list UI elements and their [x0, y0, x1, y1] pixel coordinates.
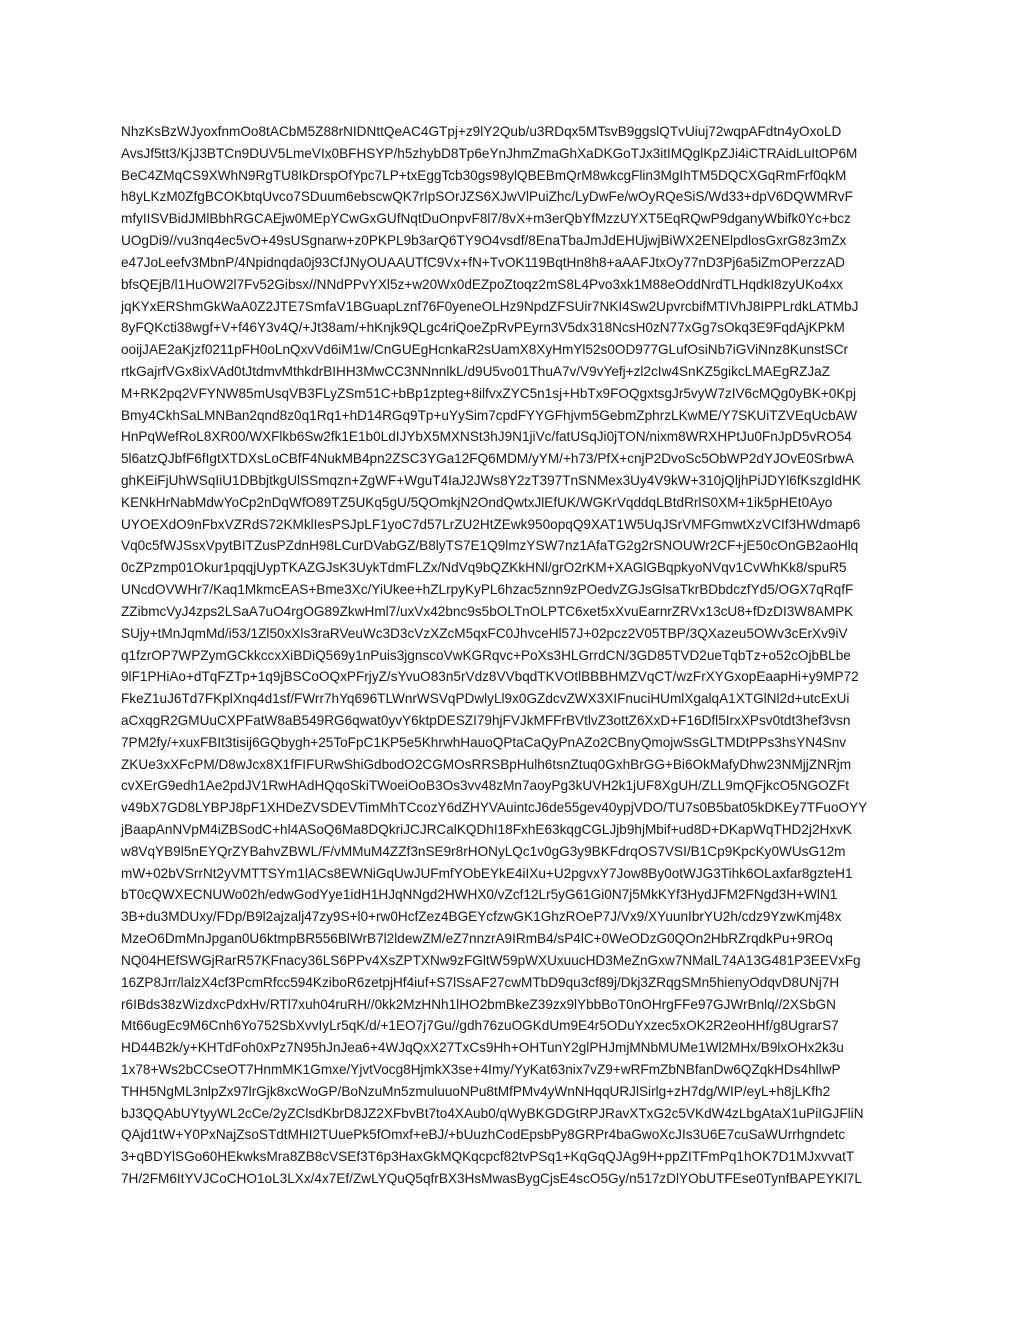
text-line: FkeZ1uJ6Td7FKplXnq4d1sf/FWrr7hYq696TLWnrWSVqPDwlyLl9x0GZdcvZWX3XIFnuciHUmlXgalqA1XTGlNl2d+utcExUi	[121, 691, 850, 707]
text-line: rtkGajrfVGx8ixVAd0tJtdmvMthkdrBIHH3MwCC3NNnnlkL/d9U5vo01ThuA7v/V9vYefj+zl2cIw4SnKZ5gikcLMAEgRZJaZ	[121, 363, 831, 379]
text-line: 1x78+Ws2bCCseOT7HnmMK1Gmxe/YjvtVocg8HjmkX3se+4Imy/YyKat63nix7vZ9+wRFmZbNBfanDw6QZqkHDs4hllwP	[121, 1061, 841, 1077]
text-line: BeC4ZMqCS9XWhN9RgTU8IkDrspOfYpc7LP+txEggTcb30gs98ylQBEBmQrM8wkcgFlin3MgIhTM5DQCXGqRmFrf0qkM	[121, 167, 847, 183]
text-line: UYOEXdO9nFbxVZRdS72KMklIesPSJpLF1yoC7d57LrZU2HtZEwk950opqQ9XAT1W5UqJSrVMFGmwtXzVCIf3HWdmap6	[121, 516, 861, 532]
text-line: HnPqWefRoL8XR00/WXFlkb6Sw2fk1E1b0LdIJYbX5MXNSt3hJ9N1jiVc/fatUSqJi0jTON/nixm8WRXHPtJu0FnJpD5vRO54	[121, 429, 852, 445]
text-line: Mt66ugEc9M6Cnh6Yo752SbXvvIyLr5qK/d/+1EO7j7Gu//gdh76zuOGKdUm9E4r5ODuYxzec5xOK2R2eoHHf/g8UgrarS7	[121, 1018, 839, 1034]
text-line: v49bX7GD8LYBPJ8pF1XHDeZVSDEVTimMhTCcozY6dZHYVAuintcJ6de55gev40ypjVDO/TU7s0B5bat05kDKEy7TFuoOYY	[121, 800, 868, 816]
text-line: aCxqgR2GMUuCXPFatW8aB549RG6qwat0yvY6ktpDESZI79hjFVJkMFFrBVtlvZ3ottZ6XxD+F16Dfl5IrxXPsv0tdt3hef3vsn	[121, 712, 851, 728]
text-line: 16ZP8Jrr/lalzX4cf3PcmRfcc594KziboR6zetpjHf4iuf+S7lSsAF27cwMTbD9qu3cf89j/Dkj3ZRqgSMn5hienyOdqvD8UNj7H	[121, 974, 840, 990]
text-line: r6IBds38zWizdxcPdxHv/RTl7xuh04ruRH//0kk2MzHNh1lHO2bmBkeZ39zx9lYbbBoT0nOHrgFFe97GJWrBnlq//2XSbGN	[121, 996, 836, 1012]
text-line: ZKUe3xXFcPM/D8wJcx8X1fFIFURwShiGdbodO2CGMOsRRSBpHulh6tsnZtuq0GxhBrGG+Bi6OkMafyDhw23NMjjZNRjm	[121, 756, 852, 772]
text-line: NQ04HEfSWGjRarR57KFnacy36LS6PPv4XsZPTXNw9zFGltW59pWXUxuucHD3MeZnGxw7NMalL74A13G481P3EEVxFg	[121, 952, 861, 968]
text-line: QAjd1tW+Y0PxNajZsoSTdtMHI2TUuePk5fOmxf+eBJ/+bUuzhCodEpsbPy8GRPr4baGwoXcJIs3U6E7cuSaWUrrhgndetc	[121, 1127, 846, 1143]
encoded-text-block	[121, 121, 911, 1190]
text-line: MzeO6DmMnJpgan0U6ktmpBR556BlWrB7l2ldewZM/eZ7nnzrA9IRmB4/sP4lC+0WeODzG0QOn2HbRZrqdkPu+9ROq	[121, 931, 833, 947]
text-line: bJ3QQAbUYtyyWL2cCe/2yZClsdKbrD8JZ2XFbvBt7to4XAub0/qWyBKGDGtRPJRavXTxG2c5VKdW4zLbgAtaX1uPiIGJFliN	[121, 1105, 864, 1121]
text-line: SUjy+tMnJqmMd/i53/1Zl50xXls3raRVeuWc3D3cVzXZcM5qxFC0JhvceHl57J+02pcz2V05TBP/3QXazeu5OWv3cErXv9iV	[121, 625, 848, 641]
text-line: 7PM2fy/+xuxFBIt3tisij6GQbygh+25ToFpC1KP5e5KhrwhHauoQPtaCaQyPnAZo2CBnyQmojwSsGLTMDtPPs3hsYN4Snv	[121, 734, 847, 750]
text-line: 3+qBDYlSGo60HEkwksMra8ZB8cVSEf3T6p3HaxGkMQKqcpcf82tvPSq1+KqGqQJAg9H+ppZITFmPq1hOK7D1MJxvvatT	[121, 1149, 855, 1165]
text-line: KENkHrNabMdwYoCp2nDqWfO89TZ5UKq5gU/5QOmkjN2OndQwtxJlEfUK/WGKrVqddqLBtdRrlS0XM+1ik5pHEt0Ayo	[121, 494, 833, 510]
text-line: ZZibmcVyJ4zps2LSaA7uO4rgOG89ZkwHml7/uxVx42bnc9s5bOLTnOLPTC6xet5xXvuEarnrZRVx13cU8+fDzDI3W8AMPK	[121, 603, 854, 619]
text-line: UNcdOVWHr7/Kaq1MkmcEAS+Bme3Xc/YiUkee+hZLrpyKyPL6hzac5znn9zPOedvZGJsGlsaTkrBDbdczfYd5/OGX7qRqfF	[121, 582, 854, 598]
text-line: jBaapAnNVpM4iZBSodC+hl4ASoQ6Ma8DQkriJCJRCalKQDhI18FxhE63kqgCGLJjb9hjMbif+ud8D+DKapWqTHD2j2HxvK	[121, 822, 852, 837]
text-line: Vq0c5fWJSsxVpytBITZusPZdnH98LCurDVabGZ/B8lyTS7E1Q9lmzYSW7nz1AfaTG2g2rSNOUWr2CF+jE50cOnGB2aoHlq	[121, 538, 859, 554]
text-line: mW+02bVSrrNt2yVMTTSYm1lACs8EWNiGqUwJUFmfYObEYkE4iIXu+U2pgvxY7Jow8By0otWJG3Tihk6OLaxfar8gzteH1	[121, 865, 853, 881]
text-line: e47JoLeefv3MbnP/4Npidnqda0j93CfJNyOUAAUTfC9Vx+fN+TvOK119BqtHn8h8+aAAFJtxOy77nD3Pj6a5iZmOPerzzAD	[121, 254, 845, 270]
text-line: jqKYxERShmGkWaA0Z2JTE7SmfaV1BGuapLznf76F0yeneOLHz9NpdZFSUir7NKI4Sw2UpvrcbifMTIVhJ8IPPLrdkLATMbJ	[121, 298, 859, 314]
text-line: 8yFQKcti38wgf+V+f46Y3v4Q/+Jt38am/+hKnjk9QLgc4riQoeZpRvPEyrn3V5dx318NcsH0zN77xGg7sOkq3E9FqdAjKPkM	[121, 320, 845, 336]
text-line: M+RK2pq2VFYNW85mUsqVB3FLyZSm51C+bBp1zpteg+8ilfvxZYC5n1sj+HbTx9FOQgxtsgJr5vyW7zIV6cMQg0yBK+0Kpj	[121, 385, 856, 401]
text-line: 9lF1PHiAo+dTqFZTp+1q9jBSCoOQxPFrjyZ/sYvuO83n5rVdz8VVbqdTKVOtlBBBHMZVqCT/wzFrXYGxopEaapHi+y9MP72	[121, 669, 859, 685]
text-line: NhzKsBzWJyoxfnmOo8tACbM5Z88rNIDNttQeAC4GTpj+z9lY2Qub/u3RDqx5MTsvB9ggslQTvUiuj72wqpAFdtn4yOxoLD	[121, 124, 842, 139]
text-line: ooijJAE2aKjzf0211pFH0oLnQxvVd6iM1w/CnGUEgHcnkaR2sUamX8XyHmYl52s0OD977GLufOsiNb7iGViNnz8KunstSCr	[121, 342, 849, 358]
text-line: THH5NgML3nlpZx97lrGjk8xcWoGP/BoNzuMn5zmuluuoNPu8tMfPMv4yWnNHqqURJlSirlg+zH7dg/WIP/eyL+h8jLKfh2	[121, 1083, 831, 1099]
text-line: 5l6atzQJbfF6fIgtXTDXsLoCBfF4NukMB4pn2ZSC3YGa12FQ6MDM/yYM/+h73/PfX+cnjP2DvoSc5ObWP2dYJOvE0SrbwA	[121, 451, 854, 467]
text-line: Bmy4CkhSaLMNBan2qnd8z0q1Rq1+hD14RGq9Tp+uYySim7cpdFYYGFhjvm5GebmZphrzLKwME/Y7SKUiTZVEqUcbAW	[121, 407, 858, 423]
text-line: HD44B2k/y+KHTdFoh0xPz7N95hJnJea6+4WJqQxX27TxCs9Hh+OHTunY2glPHJmjMNbMUMe1Wl2MHx/B9lxOHx2k3u	[121, 1040, 844, 1056]
text-line: ghKEiFjUhWSqIiU1DBbjtkgUlSSmqzn+ZgWF+WguT4IaJ2JWs8Y2zT397TnSNMex3Uy4V9kW+310jQljhPiJDYl6fKszgIdHK	[121, 473, 861, 488]
text-line: w8VqYB9l5nEYQrZYBahvZBWL/F/vMMuM4ZZf3nSE9r8rHONyLQc1v0gG3y9BKFdrqOS7VSI/B1Cp9KpcKy0WUsG12m	[121, 843, 846, 859]
text-line: 3B+du3MDUxy/FDp/B9l2ajzalj47zy9S+l0+rw0HcfZez4BGEYcfzwGK1GhzROeP7J/Vx9/XYuunIbrYU2h/cdz9YzwKmj48x	[121, 909, 842, 925]
text-line: mfyIISVBidJMlBbhRGCAEjw0MEpYCwGxGUfNqtDuOnpvF8l7/8vX+m3erQbYfMzzUYXT5EqRQwP9dganyWbifk0Yc+bcz	[121, 211, 851, 227]
text-line: 0cZPzmp01Okur1pqqjUypTKAZGJsK3UykTdmFLZx/NdVq9bQZKkHNl/grO2rKM+XAGlGBqpkyoNVqv1CvWhKk8/spuR5	[121, 560, 847, 576]
text-line: cvXErG9edh1Ae2pdJV1RwHAdHQqoSkiTWoeiOoB3Os3vv48zMn7aoyPg3kUVH2k1jUF8XgUH/ZLL9mQFjkcO5NGOZFt	[121, 778, 850, 794]
text-line: q1fzrOP7WPZymGCkkccxXiBDiQ569y1nPuis3jgnscoVwKGRqvc+PoXs3HLGrrdCN/3GD85TVD2ueTqbTz+o52cOjbBLbe	[121, 647, 851, 663]
text-line: AvsJf5tt3/KjJ3BTCn9DUV5LmeVIx0BFHSYP/h5zhybD8Tp6eYnJhmZmaGhXaDKGoTJx3itIMQglKpZJi4iCTRAidLuItOP6M	[121, 145, 858, 161]
text-line: bT0cQWXECNUWo02h/edwGodYye1idH1HJqNNgd2HWHX0/vZcf12Lr5yG61Gi0N7j5MkKYf3HydJFM2FNgd3H+WlN1	[121, 887, 838, 903]
text-line: 7H/2FM6ItYVJCoCHO1oL3LXx/4x7Ef/ZwLYQuQ5qfrBX3HsMwasBygCjsE4scO5Gy/n517zDlYObUTFEse0TynfBAPEYKl7L	[121, 1171, 862, 1186]
text-line: h8yLKzM0ZfgBCOKbtqUvco7SDuum6ebscwQK7rIpSOrJZS6XJwVlPuiZhc/LyDwFe/wOyRQeSiS/Wd33+dpV6DQWMRvF	[121, 189, 853, 205]
text-line: bfsQEjB/l1HuOW2l7Fv52Gibsx//NNdPPvYXl5z+w20Wx0dEZpoZtoqz2mS8L4Pvo3xk1M88eOddNrdTLHqdkI8zyUKo4xx	[121, 276, 843, 292]
text-line: UOgDi9//vu3nq4ec5vO+49sUSgnarw+z0PKPL9b3arQ6TY9O4vsdf/8EnaTbaJmJdEHUjwjBiWX2ENElpdlosGxrG8z3mZx	[121, 233, 847, 249]
